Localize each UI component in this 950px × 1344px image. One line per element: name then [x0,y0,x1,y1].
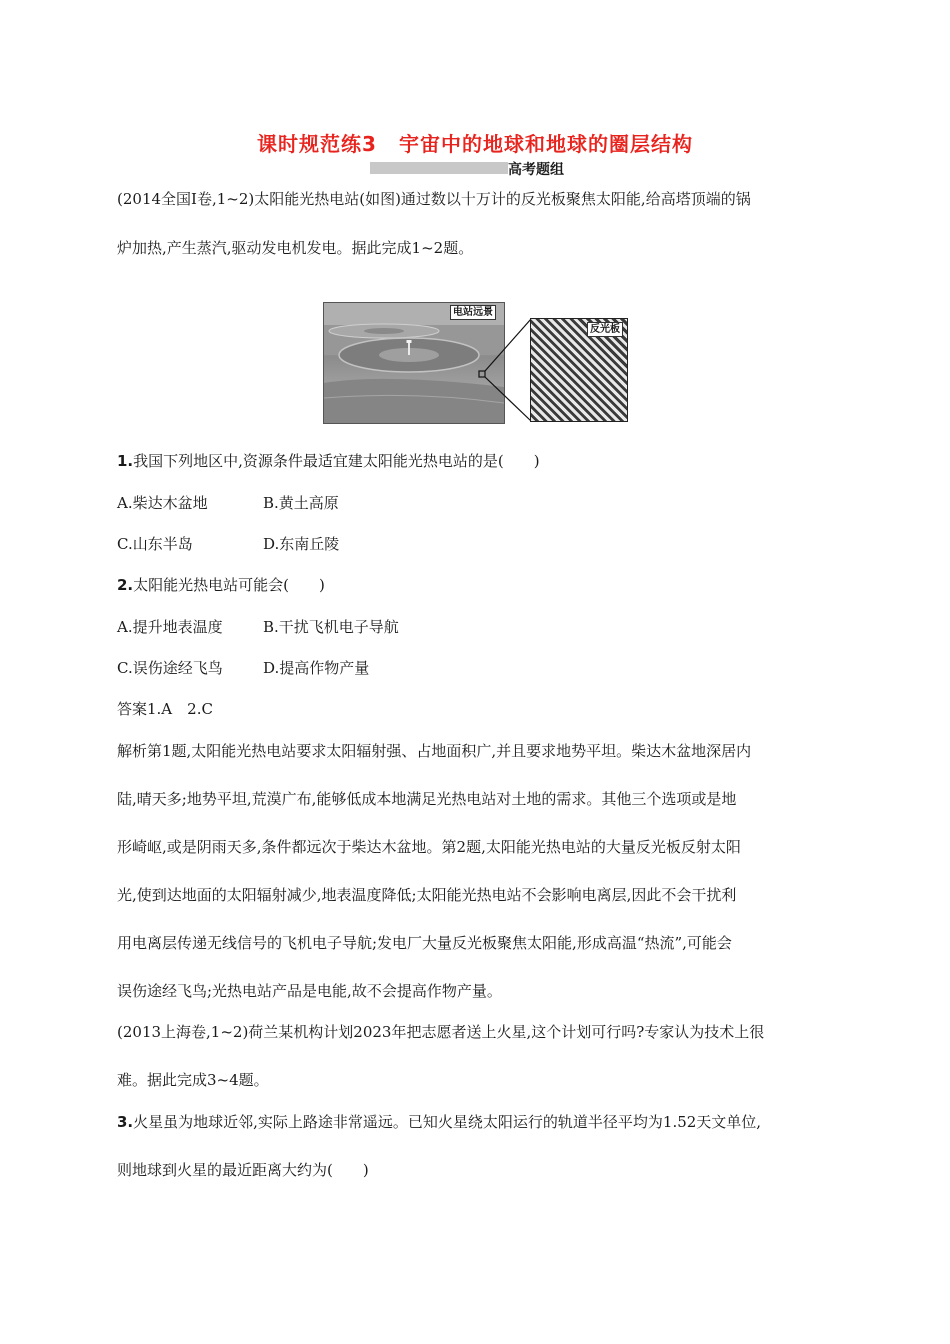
reflector-closeup [530,318,628,422]
question-1-options-row2 [117,534,517,554]
analysis-line-6: 误伤途经飞鸟;光热电站产品是电能,故不会提高作物产量。 [117,982,502,1000]
page-title [0,128,950,157]
subtitle-bar [370,162,508,174]
q2-option-d[interactable]: D.提高作物产量 [263,659,370,677]
q1-option-a[interactable]: A.柴达木盆地 [117,494,208,512]
analysis-line-1: 解析第1题,太阳能光热电站要求太阳辐射强、占地面积广,并且要求地势平坦。柴达木盆地深居内 [117,742,752,760]
label-station-view: 电站远景 [450,305,496,320]
label-reflector: 反光板 [587,322,623,337]
question-2-options-row2 [117,658,517,678]
question-2 [117,575,325,595]
zoom-connector [476,310,536,424]
question-3 [117,1112,761,1132]
intro2-line1: (2013上海卷,1~2)荷兰某机构计划2023年把志愿者送上火星,这个计划可行吗?专家认为技术上很 [117,1023,765,1041]
q1-option-c[interactable]: C.山东半岛 [117,535,193,553]
q1-option-d[interactable]: D.东南丘陵 [263,535,340,553]
intro2-line2: 难。据此完成3~4题。 [117,1071,269,1089]
analysis-line-5: 用电离层传递无线信号的飞机电子导航;发电厂大量反光板聚焦太阳能,形成高温“热流”,可能会 [117,934,732,952]
question-2-options-row1 [117,617,517,637]
q2-option-c[interactable]: C.误伤途经飞鸟 [117,659,223,677]
analysis-line-4: 光,使到达地面的太阳辐射减少,地表温度降低;太阳能光热电站不会影响电离层,因此不会干扰利 [117,886,737,904]
q2-option-b[interactable]: B.干扰飞机电子导航 [263,618,399,636]
question-1 [117,451,540,471]
question-3-number: 3. [117,1113,134,1131]
q2-option-a[interactable]: A.提升地表温度 [117,618,223,636]
question-2-text: 太阳能光热电站可能会( ) [133,576,325,594]
answer-line: 答案1.A 2.C [117,700,213,718]
analysis-line-2: 陆,晴天多;地势平坦,荒漠广布,能够低成本地满足光热电站对土地的需求。其他三个选项或是地 [117,790,737,808]
question-1-number: 1. [117,452,134,470]
question-3-text-line2: 则地球到火星的最近距离大约为( ) [117,1161,369,1179]
intro1-line1: (2014全国Ⅰ卷,1~2)太阳能光热电站(如图)通过数以十万计的反光板聚焦太阳能,给高塔顶端的锅 [117,190,751,208]
question-3-text-line1: 火星虽为地球近邻,实际上路途非常遥远。已知火星绕太阳运行的轨道半径平均为1.52天文单位, [133,1113,762,1131]
intro1-line2: 炉加热,产生蒸汽,驱动发电机发电。据此完成1~2题。 [117,239,474,257]
q1-option-b[interactable]: B.黄土高原 [263,494,339,512]
title-number: 课时规范练3 [257,132,377,156]
title-text: 宇宙中的地球和地球的圈层结构 [398,132,693,156]
section-subtitle: 高考题组 [508,162,564,178]
question-2-number: 2. [117,576,134,594]
question-1-options-row1 [117,493,517,513]
question-1-text: 我国下列地区中,资源条件最适宜建太阳能光热电站的是( ) [133,452,540,470]
analysis-line-3: 形崎岖,或是阴雨天多,条件都远次于柴达木盆地。第2题,太阳能光热电站的大量反光板反射太阳 [117,838,741,856]
